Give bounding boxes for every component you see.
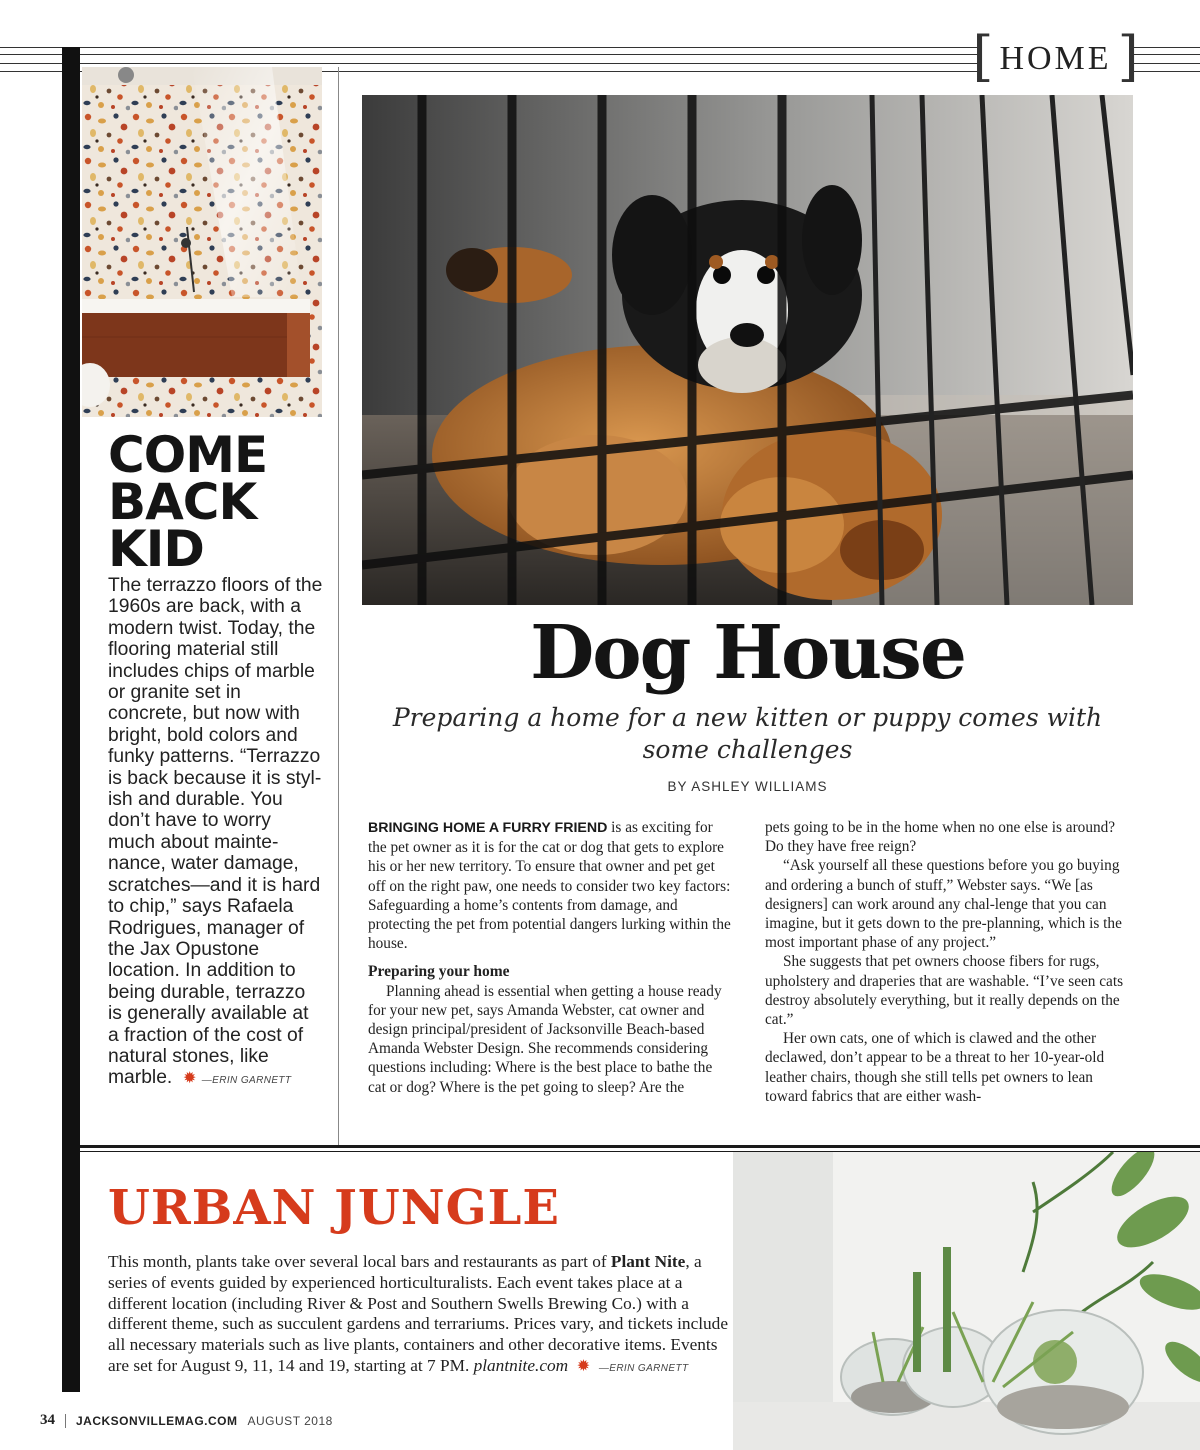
star-icon: ✹ xyxy=(183,1070,197,1088)
footer-separator xyxy=(65,1414,66,1428)
sidebar-body xyxy=(108,575,323,1092)
urban-jungle-credit: —ERIN GARNETT xyxy=(598,1362,689,1374)
page-footer xyxy=(40,1412,333,1429)
section-tag-label: HOME xyxy=(999,40,1112,77)
article-paragraph xyxy=(368,818,733,953)
puppies-in-crate-photo xyxy=(362,95,1133,605)
left-accent-bar xyxy=(62,47,80,1392)
section-divider xyxy=(80,1145,1200,1148)
footer-issue: AUGUST 2018 xyxy=(247,1413,333,1428)
article-paragraph: Planning ahead is essential when getting a house ready for your new pet, says Amanda Webster, cat owner and design principal/president of Jacksonville Beach-based Amanda Webster Design. She recommends considering questions including: Where is the best place to bathe the cat or dog? Where is the pet going to sleep? Are the xyxy=(368,982,722,1096)
plant-nite-name: Plant Nite xyxy=(610,1252,686,1271)
article-leadin: BRINGING HOME A FURRY FRIEND xyxy=(368,820,608,836)
sidebar-body-text: The terrazzo floors of the 1960s are back, with a modern twist. Today, the flooring material still includes chips of marble or granite set in concrete, but now with bright, bold colors and funky patterns. “Terrazzo is back because it is styl-ish and durable. You don’t have to worry much about mainte-nance, water damage, scratches—and it is hard to chip,” says Rafaela Rodrigues, manager of the Jax Opustone location. In addition to being durable, terrazzo is generally available at a fraction of the cost of natural stones, like marble. xyxy=(108,575,323,1089)
column-divider xyxy=(338,67,339,1145)
sidebar-credit: —ERIN GARNETT xyxy=(201,1075,292,1087)
feature-title: Dog House xyxy=(530,610,965,696)
sidebar-title-line: KID xyxy=(108,520,204,578)
urban-jungle-body xyxy=(108,1252,728,1380)
section-tag: [ HOME ] xyxy=(972,25,1139,88)
star-icon: ✹ xyxy=(576,1357,591,1375)
article-paragraph: Her own cats, one of which is clawed and the other declawed, don’t appear to be a threat to her 10-year-old leather chairs, though she still tells pet owners to lean toward fabrics that are either wash- xyxy=(765,1030,1105,1105)
plantnite-link[interactable]: plantnite.com xyxy=(473,1355,569,1375)
terrazzo-bathroom-photo xyxy=(82,67,322,417)
article-text: is as exciting for the pet owner as it is for the cat or dog that gets to explore his or her new territory. To ensure that owner and pet get off on the right paw, one needs to consider two key factors: Safeguarding a home’s contents from damage, and protecting the pet from potential dangers lurking within the house. xyxy=(368,819,731,953)
urban-jungle-text: This month, plants take over several local bars and restaurants as part of xyxy=(108,1252,611,1271)
article-column-1 xyxy=(368,818,733,1097)
terrarium-plants-photo xyxy=(733,1152,1200,1450)
feature-byline: BY ASHLEY WILLIAMS xyxy=(667,779,828,794)
article-paragraph: She suggests that pet owners choose fibers for rugs, upholstery and draperies that are washable. “I’ve seen cats destroy absolutely everything, but it really depends on the cat.” xyxy=(765,953,1124,1029)
sidebar-title-line: BACK xyxy=(108,473,257,531)
article-column-2 xyxy=(765,818,1130,1106)
urban-jungle-text: , a series of events guided by experienced horticulturalists. Each event takes place at a different location (including River & Post and Southern Swells Brewing Co.) with a different theme, such as succulent gardens and terrariums. Prices vary, and tickets include all necessary materials such as live plants, containers and other decorative items. Events are set for August 9, 11, 14 and 19, starting at 7 PM. xyxy=(108,1252,728,1375)
article-subhead: Preparing your home xyxy=(368,963,510,981)
footer-site: JACKSONVILLEMAG.COM xyxy=(76,1413,238,1428)
article-paragraph: pets going to be in the home when no one else is around? Do they have free reign? xyxy=(765,819,1116,856)
page-number: 34 xyxy=(40,1412,55,1428)
sidebar-title xyxy=(108,426,328,578)
sidebar-title-line: COME xyxy=(108,426,268,484)
urban-jungle-title: URBAN JUNGLE xyxy=(108,1180,560,1236)
article-paragraph: “Ask yourself all these questions before you go buying and ordering a bunch of stuff,” Webster says. “We [as designers] can work around any chal-lenge that you can imagine, but it gets down to the pre-planning, which is the most important phase of any project.” xyxy=(765,857,1122,952)
feature-deck: Preparing a home for a new kitten or puppy comes with some challenges xyxy=(392,703,1103,764)
